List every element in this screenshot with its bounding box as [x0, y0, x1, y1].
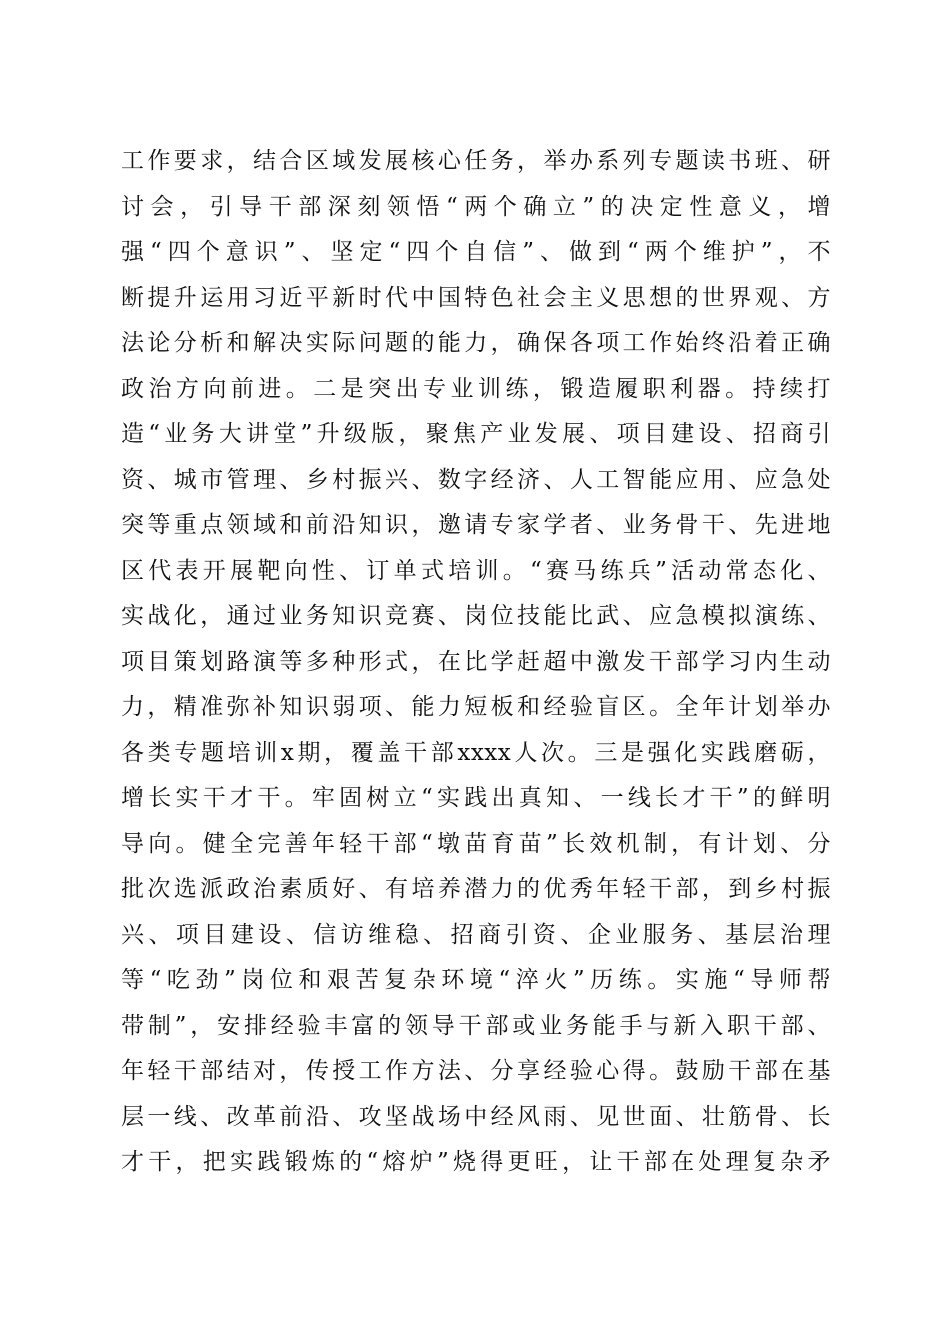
text-line-5: 法论分析和解决实际问题的能力，确保各项工作始终沿着正确: [121, 330, 831, 356]
text-line-18: 兴、项目建设、信访维稳、招商引资、企业服务、基层治理: [121, 921, 831, 948]
text-line-21: 年轻干部结对，传授工作方法、分享经验心得。鼓励干部在基: [121, 1058, 831, 1084]
text-line-1: 工作要求，结合区域发展核心任务，举办系列专题读书班、研: [121, 148, 831, 174]
text-line-11: 实战化，通过业务知识竞赛、岗位技能比武、应急模拟演练、: [121, 603, 831, 629]
text-line-8: 资、城市管理、乡村振兴、数字经济、人工智能应用、应急处: [121, 466, 831, 493]
text-line-10: 区代表开展靶向性、订单式培训。“赛马练兵”活动常态化、: [121, 557, 831, 584]
text-line-2: 讨会，引导干部深刻领悟“两个确立”的决定性意义，增: [121, 193, 831, 220]
text-line-17: 批次选派政治素质好、有培养潜力的优秀年轻干部，到乡村振: [121, 876, 831, 902]
text-line-12: 项目策划路演等多种形式，在比学赶超中激发干部学习内生动: [121, 648, 831, 675]
text-line-22: 层一线、改革前沿、攻坚战场中经风雨、见世面、壮筋骨、长: [121, 1103, 831, 1130]
text-line-20: 带制”，安排经验丰富的领导干部或业务能手与新入职干部、: [121, 1012, 831, 1039]
text-line-19: 等“吃劲”岗位和艰苦复杂环境“淬火”历练。实施“导师帮: [121, 967, 831, 993]
text-line-9: 突等重点领域和前沿知识，邀请专家学者、业务骨干、先进地: [121, 512, 831, 538]
text-line-7: 造“业务大讲堂”升级版，聚焦产业发展、项目建设、招商引: [121, 421, 831, 447]
text-line-14: 各类专题培训x期，覆盖干部xxxx人次。三是强化实践磨砺，: [121, 739, 831, 766]
text-line-16: 导向。健全完善年轻干部“墩苗育苗”长效机制，有计划、分: [121, 830, 831, 857]
text-line-13: 力，精准弥补知识弱项、能力短板和经验盲区。全年计划举办: [121, 694, 831, 720]
text-line-3: 强“四个意识”、坚定“四个自信”、做到“两个维护”，不: [121, 239, 831, 265]
text-line-6: 政治方向前进。二是突出专业训练，锻造履职利器。持续打: [121, 375, 831, 402]
body-paragraph: [121, 139, 831, 1186]
text-line-4: 断提升运用习近平新时代中国特色社会主义思想的世界观、方: [121, 284, 831, 311]
text-line-23: 才干，把实践锻炼的“熔炉”烧得更旺，让干部在处理复杂矛: [121, 1149, 831, 1175]
text-line-15: 增长实干才干。牢固树立“实践出真知、一线长才干”的鲜明: [121, 785, 831, 811]
